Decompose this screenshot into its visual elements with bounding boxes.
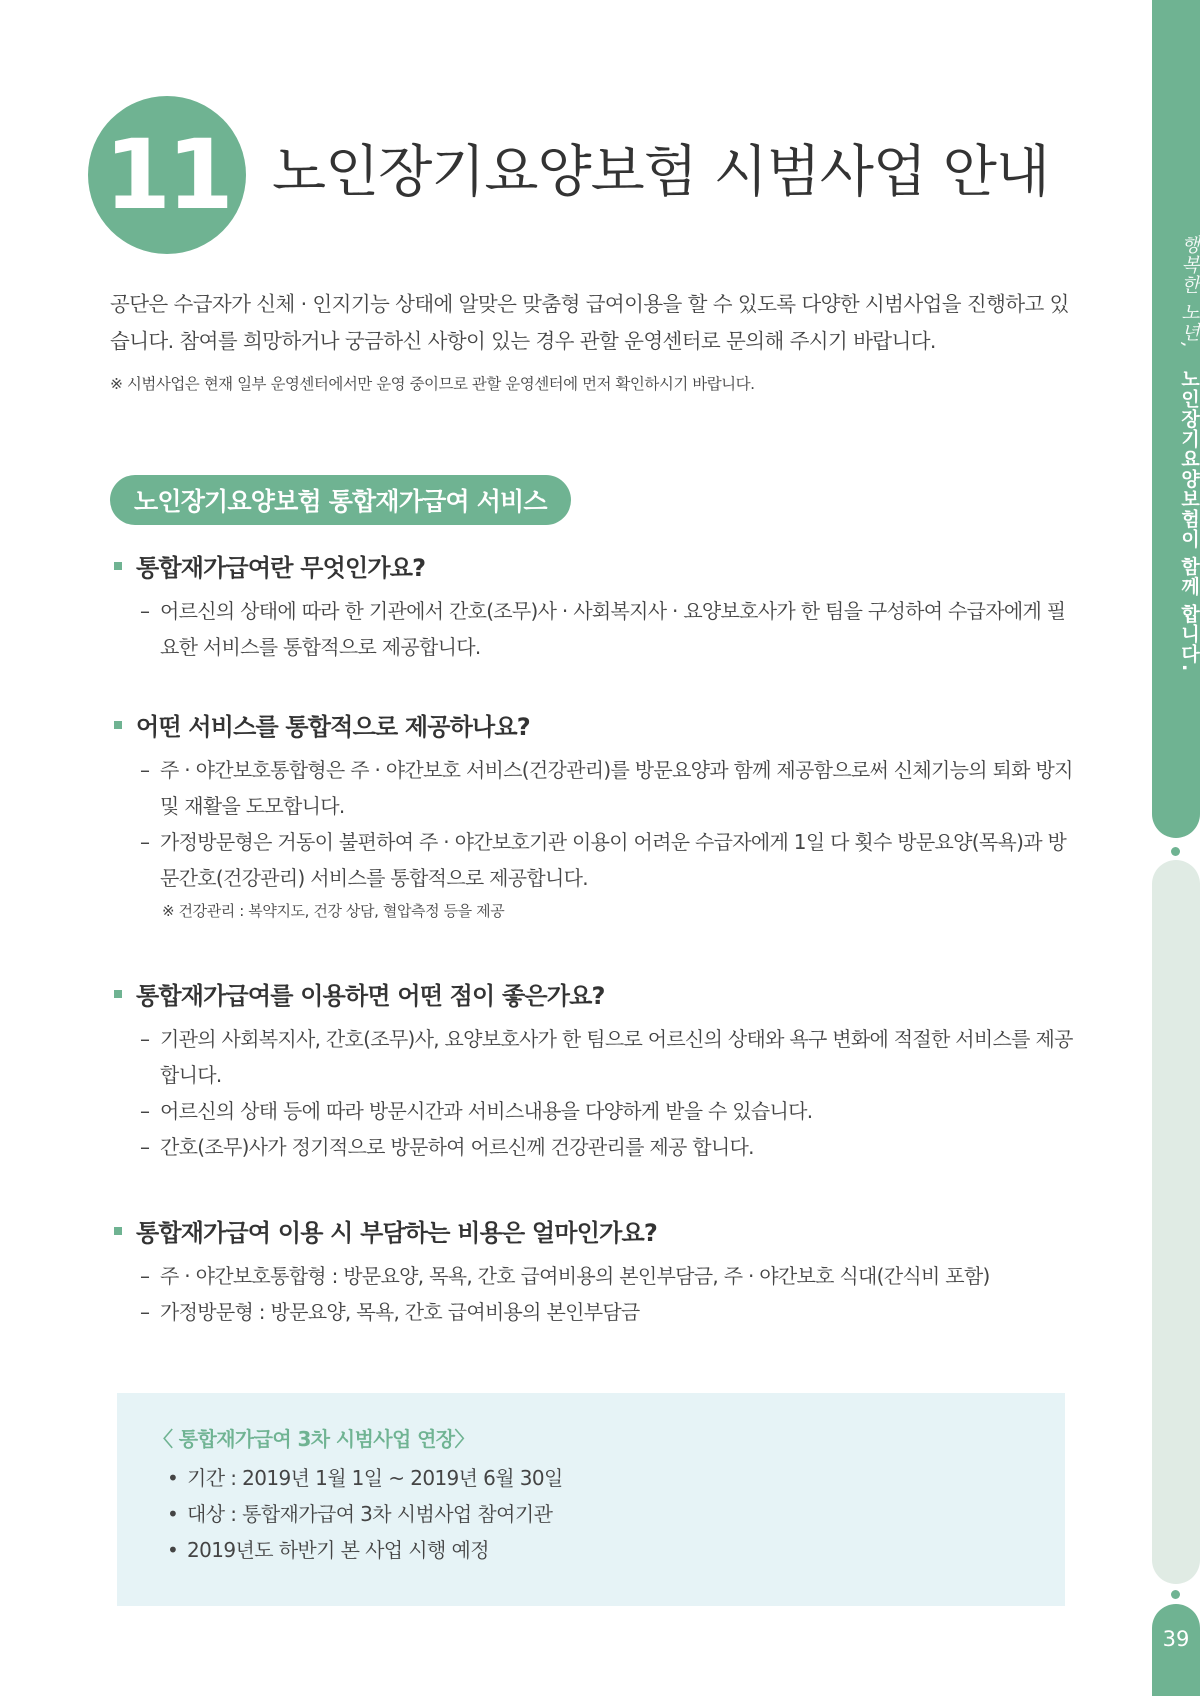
square-bullet-icon xyxy=(114,721,122,729)
answer-text: 어르신의 상태 등에 따라 방문시간과 서비스내용을 다양하게 받을 수 있습니다. xyxy=(160,1099,813,1123)
square-bullet-icon xyxy=(114,562,122,570)
question-heading xyxy=(114,976,1076,1011)
answer-note: ※ 건강관리 : 복약지도, 건강 상담, 혈압측정 등을 제공 xyxy=(162,902,505,920)
info-box-text: 기간 : 2019년 1월 1일 ~ 2019년 6월 30일 xyxy=(187,1466,563,1490)
answer-text: 어르신의 상태에 따라 한 기관에서 간호(조무)사 · 사회복지사 · 요양보호사가 한 팀을 구성하여 수급자에게 필요한 서비스를 통합적으로 제공합니다. xyxy=(160,599,1066,659)
question-text: 통합재가급여 이용 시 부담하는 비용은 얼마인가요? xyxy=(136,1219,657,1247)
question-heading xyxy=(114,548,1076,583)
answer-list xyxy=(114,1258,1076,1330)
page-title: 노인장기요양보험 시범사업 안내 xyxy=(272,140,1049,205)
qa-block xyxy=(114,707,1076,921)
page-number: 39 xyxy=(1162,1627,1190,1651)
answer-text: 간호(조무)사가 정기적으로 방문하여 어르신께 건강관리를 제공 합니다. xyxy=(160,1135,754,1159)
info-box-title: 〈 통합재가급여 3차 시범사업 연장〉 xyxy=(153,1427,474,1451)
question-text: 통합재가급여를 이용하면 어떤 점이 좋은가요? xyxy=(136,982,605,1010)
answer-list xyxy=(114,593,1076,665)
answer-item: – 기관의 사회복지사, 간호(조무)사, 요양보호사가 한 팀으로 어르신의 상태와 욕구 변화에 적절한 서비스를 제공 합니다. xyxy=(140,1027,1073,1087)
qa-block xyxy=(114,1213,1076,1330)
section-number-badge: 11 xyxy=(88,96,246,254)
side-tab-label: 노인장기요양보험이 함께 합니다. xyxy=(1178,368,1200,673)
answer-item: – 어르신의 상태에 따라 한 기관에서 간호(조무)사 · 사회복지사 · 요양보호사가 한 팀을 구성하여 수급자에게 필요한 서비스를 통합적으로 제공합니다. xyxy=(140,599,1066,659)
side-dot xyxy=(1171,847,1180,856)
answer-list xyxy=(114,1021,1076,1165)
answer-text: 기관의 사회복지사, 간호(조무)사, 요양보호사가 한 팀으로 어르신의 상태와 욕구 변화에 적절한 서비스를 제공 합니다. xyxy=(160,1027,1073,1087)
side-tab-title xyxy=(1176,235,1200,672)
intro-note: ※ 시범사업은 현재 일부 운영센터에서만 운영 중이므로 관할 운영센터에 먼저 확인하시기 바랍니다. xyxy=(110,375,755,393)
answer-list xyxy=(114,752,1076,896)
answer-item: – 주 · 야간보호통합형은 주 · 야간보호 서비스(건강관리)를 방문요양과 함께 제공함으로써 신체기능의 퇴화 방지 및 재활을 도모합니다. xyxy=(140,758,1073,818)
qa-block xyxy=(114,976,1076,1165)
question-text: 통합재가급여란 무엇인가요? xyxy=(136,554,426,582)
answer-item: – 어르신의 상태 등에 따라 방문시간과 서비스내용을 다양하게 받을 수 있습니다. xyxy=(140,1099,813,1123)
side-dot xyxy=(1171,1590,1180,1599)
answer-text: 주 · 야간보호통합형은 주 · 야간보호 서비스(건강관리)를 방문요양과 함께 제공함으로써 신체기능의 퇴화 방지 및 재활을 도모합니다. xyxy=(160,758,1073,818)
answer-item: – 간호(조무)사가 정기적으로 방문하여 어르신께 건강관리를 제공 합니다. xyxy=(140,1135,754,1159)
info-box-text: 대상 : 통합재가급여 3차 시범사업 참여기관 xyxy=(187,1502,553,1526)
info-box-text: 2019년도 하반기 본 사업 시행 예정 xyxy=(187,1538,489,1562)
answer-text: 가정방문형 : 방문요양, 목욕, 간호 급여비용의 본인부담금 xyxy=(160,1300,640,1324)
section-title: 노인장기요양보험 통합재가급여 서비스 xyxy=(110,475,571,525)
square-bullet-icon xyxy=(114,1227,122,1235)
info-box-item: • 2019년도 하반기 본 사업 시행 예정 xyxy=(167,1538,489,1562)
qa-block xyxy=(114,548,1076,665)
info-box xyxy=(117,1393,1065,1606)
answer-text: 가정방문형은 거동이 불편하여 주 · 야간보호기관 이용이 어려운 수급자에게 1일 다 횟수 방문요양(목욕)과 방문간호(건강관리) 서비스를 통합적으로 제공합니다. xyxy=(160,830,1067,890)
side-tab-script: 행복한 노년, xyxy=(1178,235,1200,350)
square-bullet-icon xyxy=(114,990,122,998)
question-heading xyxy=(114,707,1076,742)
answer-item: – 가정방문형 : 방문요양, 목욕, 간호 급여비용의 본인부담금 xyxy=(140,1300,640,1324)
answer-item: – 가정방문형은 거동이 불편하여 주 · 야간보호기관 이용이 어려운 수급자에게 1일 다 횟수 방문요양(목욕)과 방문간호(건강관리) 서비스를 통합적으로 제공합니다. xyxy=(140,830,1067,890)
side-tab-track xyxy=(1152,860,1200,1584)
question-text: 어떤 서비스를 통합적으로 제공하나요? xyxy=(136,713,530,741)
intro-text: 공단은 수급자가 신체 · 인지기능 상태에 알맞은 맞춤형 급여이용을 할 수 있도록 다양한 시범사업을 진행하고 있습니다. 참여를 희망하거나 궁금하신 사항이 있는 경우 관할 운영센터로 문의해 주시기 바랍니다. xyxy=(110,292,1069,353)
answer-item: – 주 · 야간보호통합형 : 방문요양, 목욕, 간호 급여비용의 본인부담금, 주 · 야간보호 식대(간식비 포함) xyxy=(140,1264,990,1288)
info-box-item: • 기간 : 2019년 1월 1일 ~ 2019년 6월 30일 xyxy=(167,1466,563,1490)
info-box-item: • 대상 : 통합재가급여 3차 시범사업 참여기관 xyxy=(167,1502,553,1526)
answer-text: 주 · 야간보호통합형 : 방문요양, 목욕, 간호 급여비용의 본인부담금, 주 · 야간보호 식대(간식비 포함) xyxy=(160,1264,990,1288)
info-box-list xyxy=(167,1460,563,1568)
question-heading xyxy=(114,1213,1076,1248)
